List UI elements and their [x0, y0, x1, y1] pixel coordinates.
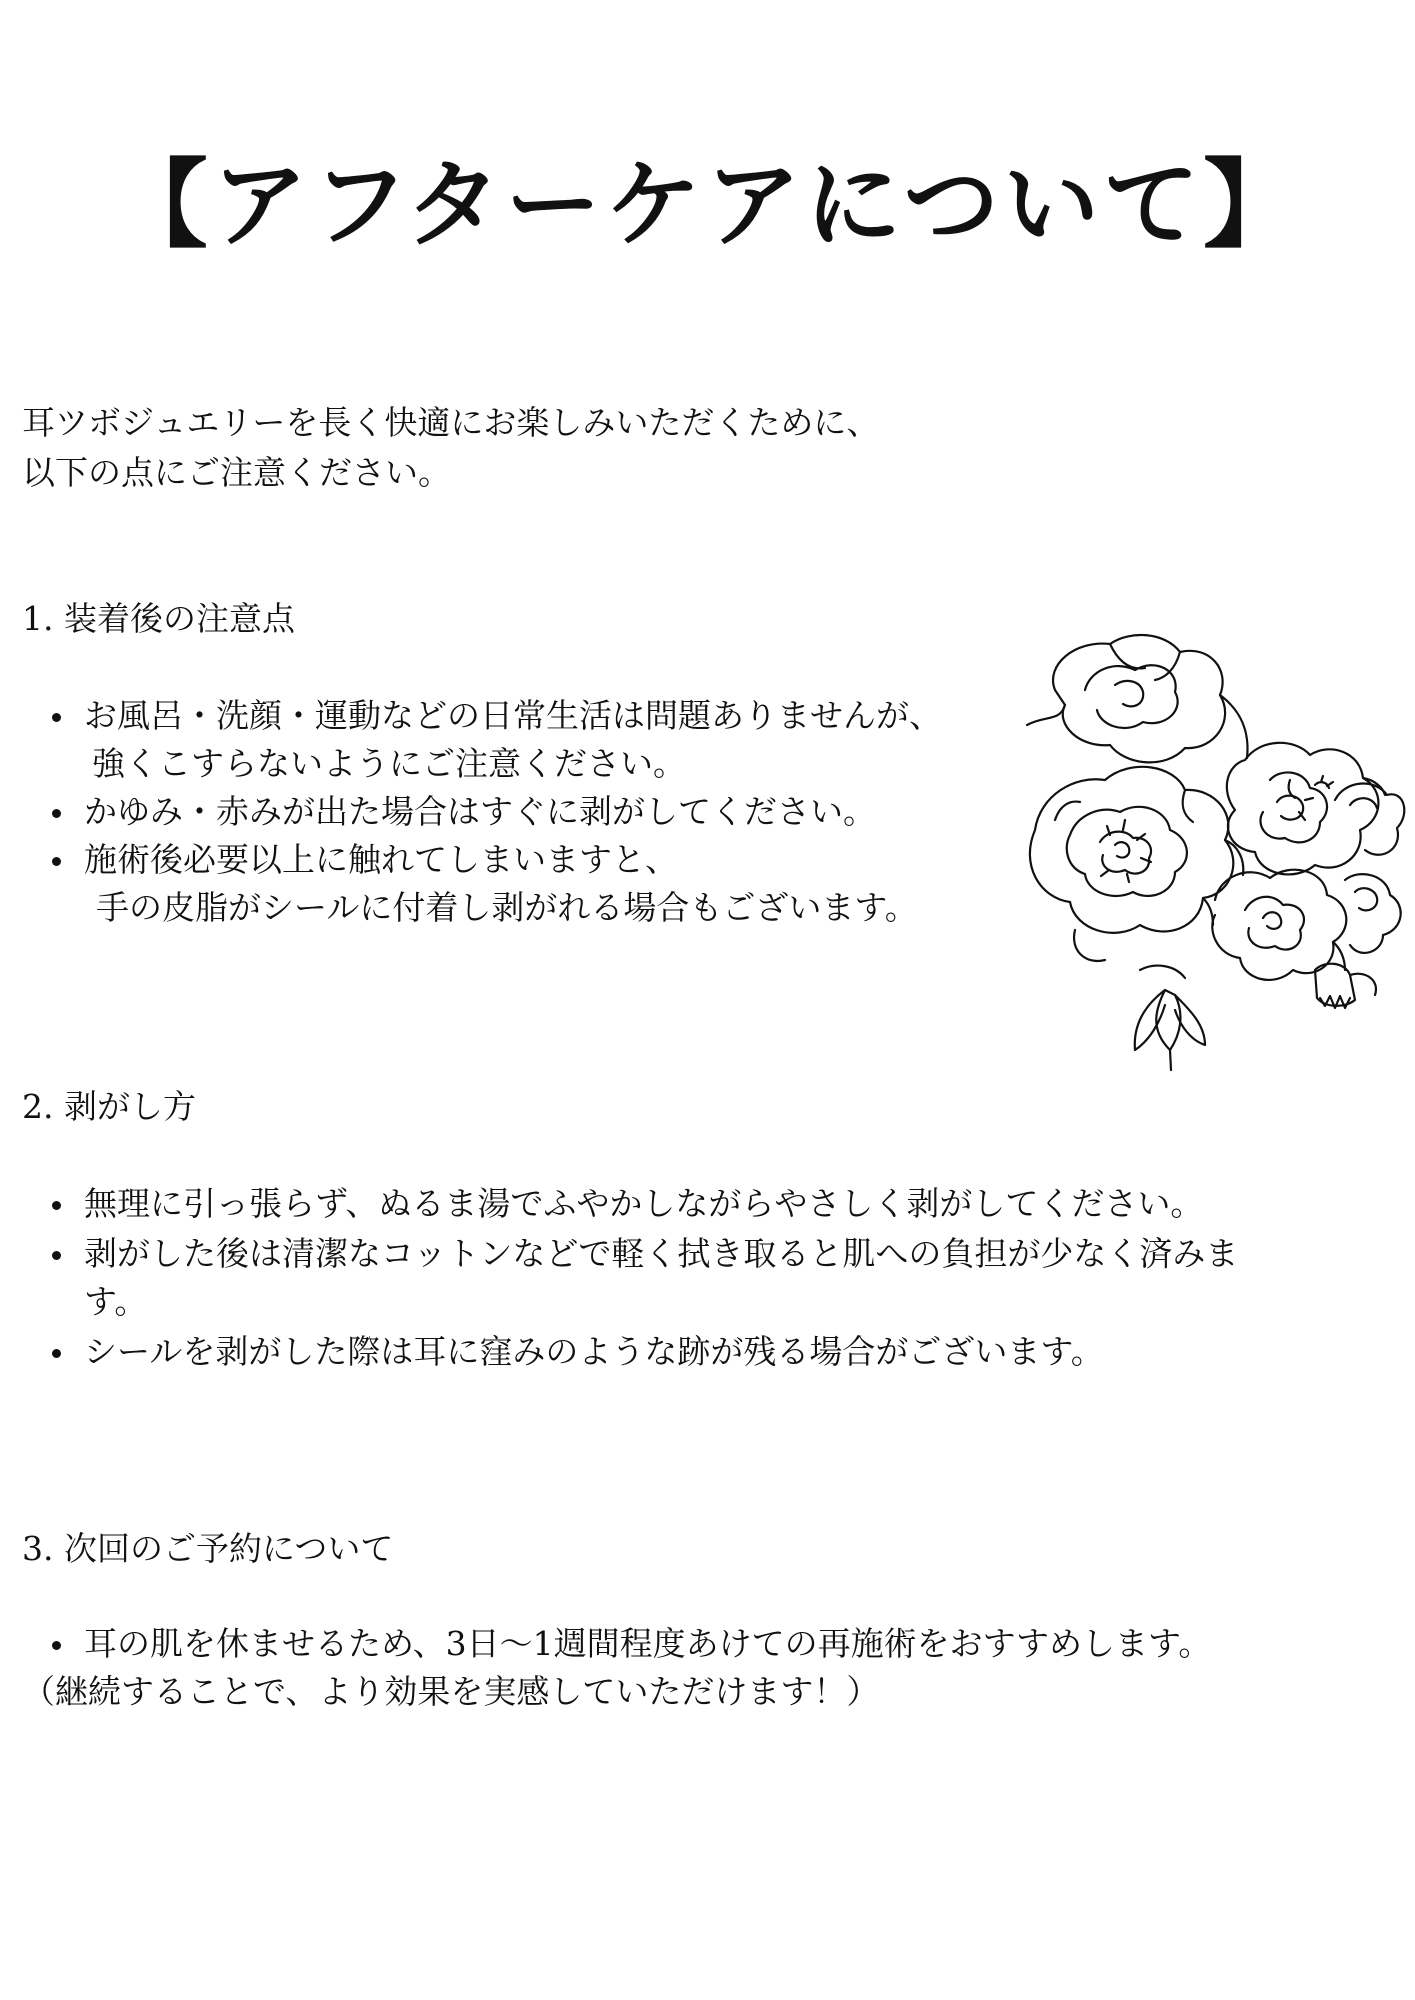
- list-item-line: 剥がした後は清潔なコットンなどで軽く拭き取ると肌への負担が少なく済みま: [84, 1234, 1239, 1273]
- section-heading-next-appointment: 3. 次回のご予約について: [22, 1529, 394, 1568]
- after-application-list: [50, 692, 1010, 932]
- list-item: [50, 692, 1010, 788]
- list-item-line: 耳の肌を休ませるため、3日〜1週間程度あけての再施術をおすすめします。: [84, 1624, 1212, 1663]
- list-item: [50, 788, 1010, 836]
- list-item-line: お風呂・洗顔・運動などの日常生活は問題ありませんが、: [84, 696, 942, 735]
- intro-line-1: 耳ツボジュエリーを長く快適にお楽しみいただくために、: [22, 403, 880, 442]
- section-heading-removal: 2. 剥がし方: [22, 1087, 196, 1126]
- list-item-line: シールを剥がした際は耳に窪みのような跡が残る場合がございます。: [84, 1332, 1104, 1371]
- list-item-line: 施術後必要以上に触れてしまいますと、: [84, 840, 678, 879]
- list-item-line: かゆみ・赤みが出た場合はすぐに剥がしてください。: [84, 792, 876, 831]
- page-title: 【アフターケアについて】: [111, 148, 1304, 262]
- intro-text: [22, 398, 879, 498]
- list-item-line: 手の皮脂がシールに付着し剥がれる場合もございます。: [96, 888, 918, 927]
- intro-line-2: 以下の点にご注意ください。: [22, 453, 451, 492]
- list-item: [50, 1328, 1380, 1376]
- list-item-line: 強くこすらないようにご注意ください。: [92, 744, 686, 783]
- removal-list: [50, 1180, 1380, 1378]
- list-item: [50, 1620, 1380, 1668]
- next-appointment-note: （継続することで、より効果を実感していただけます！）: [22, 1672, 880, 1711]
- next-appointment-list: [50, 1620, 1380, 1668]
- list-item: [50, 1230, 1380, 1326]
- list-item-line: 無理に引っ張らず、ぬるま湯でふやかしながらやさしく剥がしてください。: [84, 1184, 1204, 1223]
- peony-line-art-illustration: [1015, 630, 1410, 1085]
- section-heading-after-application: 1. 装着後の注意点: [22, 599, 295, 638]
- list-item: [50, 836, 1010, 932]
- list-item-line: す。: [84, 1282, 148, 1321]
- list-item: [50, 1180, 1380, 1228]
